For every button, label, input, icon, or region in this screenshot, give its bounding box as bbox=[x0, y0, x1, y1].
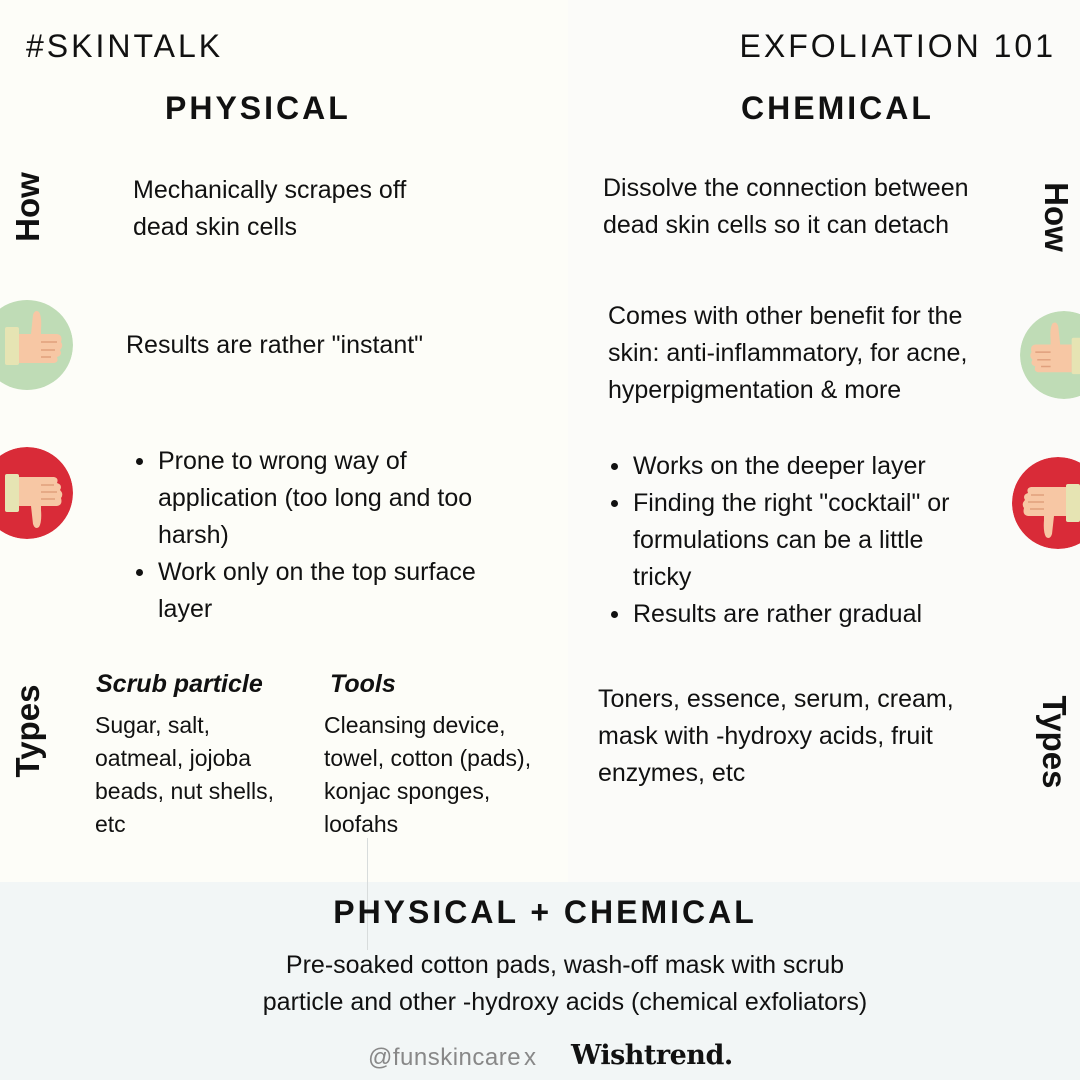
chemical-how-label: How bbox=[1038, 182, 1075, 252]
tools-heading: Tools bbox=[330, 670, 396, 698]
text-line: Pre-soaked cotton pads, wash-off mask with scrub bbox=[285, 951, 845, 979]
list-item bbox=[633, 448, 1033, 485]
text-line: tricky bbox=[633, 563, 692, 591]
scrub-particle-list bbox=[95, 709, 274, 841]
text-line: layer bbox=[158, 595, 213, 623]
text-line: Cleansing device, bbox=[324, 712, 506, 738]
physical-cons-list bbox=[134, 443, 578, 628]
text-line: Toners, essence, serum, cream, bbox=[598, 685, 954, 713]
combined-text bbox=[0, 947, 1080, 1021]
list-item bbox=[158, 554, 578, 628]
physical-pro-text: Results are rather "instant" bbox=[126, 331, 424, 359]
list-item bbox=[633, 596, 1033, 633]
physical-title: PHYSICAL bbox=[165, 90, 351, 126]
text-line: beads, nut shells, bbox=[95, 778, 275, 804]
chemical-pro-text bbox=[608, 298, 967, 409]
physical-types-label: Types bbox=[9, 684, 46, 778]
hashtag: #SKINTALK bbox=[26, 28, 224, 64]
chemical-title: CHEMICAL bbox=[741, 90, 934, 126]
list-item bbox=[633, 485, 1033, 596]
tools-list bbox=[324, 709, 531, 841]
text-line: skin: anti-inflammatory, for acne, bbox=[608, 339, 968, 367]
text-line: hyperpigmentation & more bbox=[608, 376, 902, 404]
list-item bbox=[158, 443, 578, 554]
text-line: towel, cotton (pads), bbox=[324, 745, 532, 771]
chemical-types-label: Types bbox=[1036, 695, 1073, 789]
topic-title: EXFOLIATION 101 bbox=[739, 28, 1056, 64]
text-line: konjac sponges, bbox=[324, 778, 491, 804]
text-line: Finding the right "cocktail" or bbox=[633, 489, 950, 517]
text-line: Prone to wrong way of bbox=[158, 447, 407, 475]
text-line: particle and other -hydroxy acids (chemical exfoliators) bbox=[262, 988, 868, 1016]
text-line: dead skin cells so it can detach bbox=[603, 211, 950, 239]
combined-title: PHYSICAL + CHEMICAL bbox=[333, 894, 757, 930]
text-line: oatmeal, jojoba bbox=[95, 745, 251, 771]
text-line: loofahs bbox=[324, 811, 399, 837]
chemical-cons-list bbox=[609, 448, 1033, 633]
text-line: Mechanically scrapes off bbox=[133, 176, 407, 204]
scrub-particle-heading: Scrub particle bbox=[96, 670, 263, 698]
credit-separator: x bbox=[524, 1044, 537, 1071]
text-line: Comes with other benefit for the bbox=[608, 302, 963, 330]
text-line: Works on the deeper layer bbox=[633, 452, 926, 480]
text-line: Dissolve the connection between bbox=[603, 174, 969, 202]
handle-credit: @funskincare bbox=[368, 1044, 522, 1071]
text-line: enzymes, etc bbox=[598, 759, 746, 787]
text-line: Sugar, salt, bbox=[95, 712, 211, 738]
text-line: application (too long and too bbox=[158, 484, 473, 512]
text-line: mask with -hydroxy acids, fruit bbox=[598, 722, 933, 750]
brand-logo: Wishtrend. bbox=[571, 1040, 733, 1071]
chemical-how-text bbox=[603, 170, 969, 244]
text-line: dead skin cells bbox=[133, 213, 297, 241]
physical-how-text bbox=[133, 172, 406, 246]
text-line: Results are rather gradual bbox=[633, 600, 923, 628]
text-line: formulations can be a little bbox=[633, 526, 924, 554]
chemical-types-text bbox=[598, 681, 954, 792]
text-line: harsh) bbox=[158, 521, 229, 549]
text-line: Work only on the top surface bbox=[158, 558, 476, 586]
text-line: etc bbox=[95, 811, 126, 837]
physical-how-label: How bbox=[9, 172, 46, 242]
